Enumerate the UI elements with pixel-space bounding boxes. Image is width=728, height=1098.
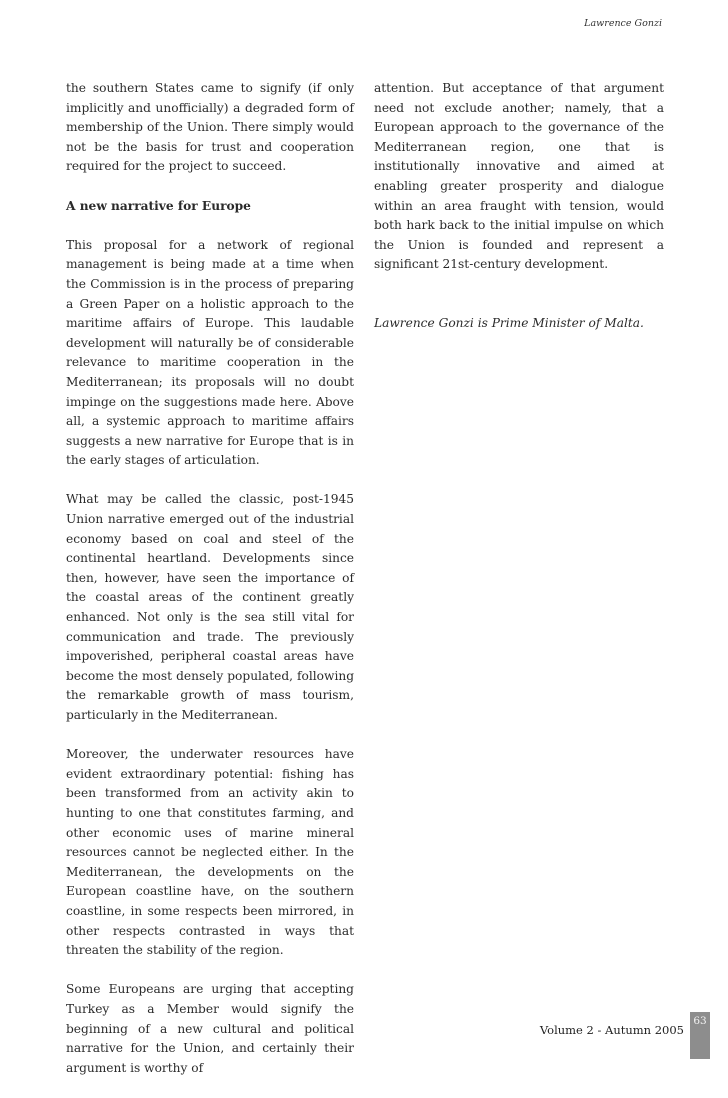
paragraph: attention. But acceptance of that argument need not exclude another; namely, that a European approach to the governance of the Mediterranean region, one that is institutionally innovative and aimed at enabling greater prosperity and dialogue within an area fraught with tension, would both hark back to the initial impulse on which the Union is founded and represent a significant 21st-century development. [374, 81, 664, 272]
paragraph: Moreover, the underwater resources have evident extraordinary potential: fishing has been transformed from an activity akin to hunting to one that constitutes farming, and other economic uses of marine mineral resources cannot be neglected either. In the Mediterranean, the developments on the European coastline have, on the southern coastline, in some respects been mirrored, in other respects contrasted in ways that threaten the stability of the region. [66, 747, 354, 958]
paragraph: This proposal for a network of regional management is being made at a time when the Commission is in the process of preparing a Green Paper on a holistic approach to the maritime affairs of Europe. This laudable development will naturally be of considerable relevance to maritime cooperation in the Mediterranean; its proposals will no doubt impinge on the suggestions made here. Above all, a systemic approach to maritime affairs suggests a new narrative for Europe that is in the early stages of articulation. [66, 237, 354, 468]
page-number: 63 [690, 1012, 710, 1059]
right-column [374, 79, 664, 353]
left-column [66, 79, 354, 1098]
author-byline: Lawrence Gonzi is Prime Minister of Malta. [374, 315, 644, 330]
footer-volume: Volume 2 - Autumn 2005 [539, 1023, 684, 1037]
paragraph: the southern States came to signify (if only implicitly and unofficially) a degraded form of membership of the Union. There simply would not be the basis for trust and cooperation required for the project to succeed. [66, 81, 354, 174]
section-heading: A new narrative for Europe [66, 198, 251, 213]
paragraph: What may be called the classic, post-1945 Union narrative emerged out of the industrial economy based on coal and steel of the continental heartland. Developments since then, however, have seen the importance of the coastal areas of the continent greatly enhanced. Not only is the sea still vital for communication and trade. The previously impoverished, peripheral coastal areas have become the most densely populated, following the remarkable growth of mass tourism, particularly in the Mediterranean. [66, 492, 354, 722]
running-head-author: Lawrence Gonzi [584, 18, 662, 29]
paragraph: Some Europeans are urging that accepting Turkey as a Member would signify the beginning of a new cultural and political narrative for the Union, and certainly their argument is worthy of [66, 982, 354, 1075]
